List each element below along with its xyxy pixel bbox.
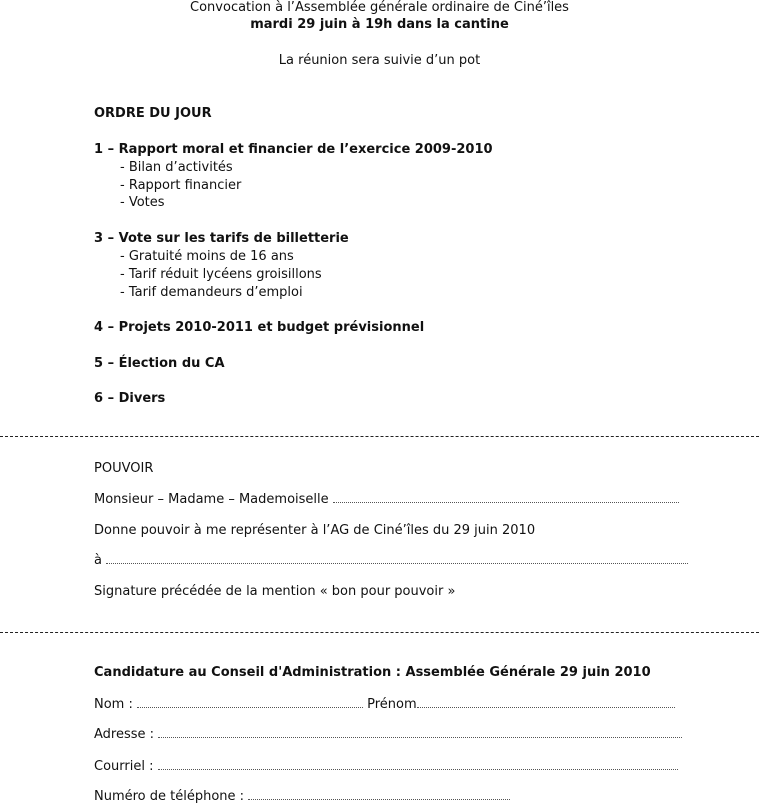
candidature-heading: Candidature au Conseil d'Administration : Assemblée Générale 29 juin 2010 (94, 665, 651, 680)
agenda-subitem: - Votes (120, 195, 165, 210)
telephone-label: Numéro de téléphone : (94, 789, 245, 804)
convocation-title: Convocation à l’Assemblée générale ordinaire de Ciné’îles (190, 0, 569, 15)
telephone-field[interactable] (248, 798, 510, 800)
pouvoir-grant-text: Donne pouvoir à me représenter à l’AG de Ciné’îles du 29 juin 2010 (94, 523, 536, 538)
agenda-subitem: - Rapport financier (120, 178, 242, 193)
pouvoir-civility-line (94, 492, 679, 507)
pouvoir-heading: POUVOIR (94, 461, 154, 476)
prenom-field[interactable] (417, 706, 675, 708)
agenda-item-5: 5 – Élection du CA (94, 356, 225, 371)
dashed-separator (0, 632, 759, 633)
dashed-separator (0, 436, 759, 437)
nom-label: Nom : (94, 697, 133, 712)
agenda-item-6: 6 – Divers (94, 391, 166, 406)
courriel-field[interactable] (158, 768, 678, 770)
agenda-subitem: - Bilan d’activités (120, 160, 233, 175)
civility-label: Monsieur – Madame – Mademoiselle (94, 492, 329, 507)
proxy-name-field[interactable] (106, 562, 688, 564)
civility-name-field[interactable] (333, 501, 679, 503)
agenda-subitem: - Tarif réduit lycéens groisillons (120, 267, 322, 282)
agenda-subitem: - Gratuité moins de 16 ans (120, 249, 294, 264)
agenda-item-4: 4 – Projets 2010-2011 et budget prévisionnel (94, 320, 425, 335)
agenda-subitem: - Tarif demandeurs d’emploi (120, 285, 303, 300)
proxy-label: à (94, 553, 102, 568)
pouvoir-signature-text: Signature précédée de la mention « bon pour pouvoir » (94, 584, 456, 599)
meeting-date: mardi 29 juin à 19h dans la cantine (250, 17, 509, 32)
nom-field[interactable] (137, 706, 363, 708)
pouvoir-proxy-line (94, 553, 688, 568)
candidature-phone-line (94, 789, 510, 804)
courriel-label: Courriel : (94, 759, 154, 774)
adresse-field[interactable] (158, 736, 682, 738)
candidature-address-line (94, 727, 682, 742)
candidature-email-line (94, 759, 678, 774)
agenda-item-3: 3 – Vote sur les tarifs de billetterie (94, 231, 349, 246)
agenda-heading: ORDRE DU JOUR (94, 106, 212, 121)
agenda-item-1: 1 – Rapport moral et financier de l’exercice 2009-2010 (94, 142, 493, 157)
meeting-note: La réunion sera suivie d’un pot (278, 53, 481, 68)
adresse-label: Adresse : (94, 727, 155, 742)
prenom-label: Prénom (367, 697, 417, 712)
candidature-name-line (94, 697, 675, 712)
